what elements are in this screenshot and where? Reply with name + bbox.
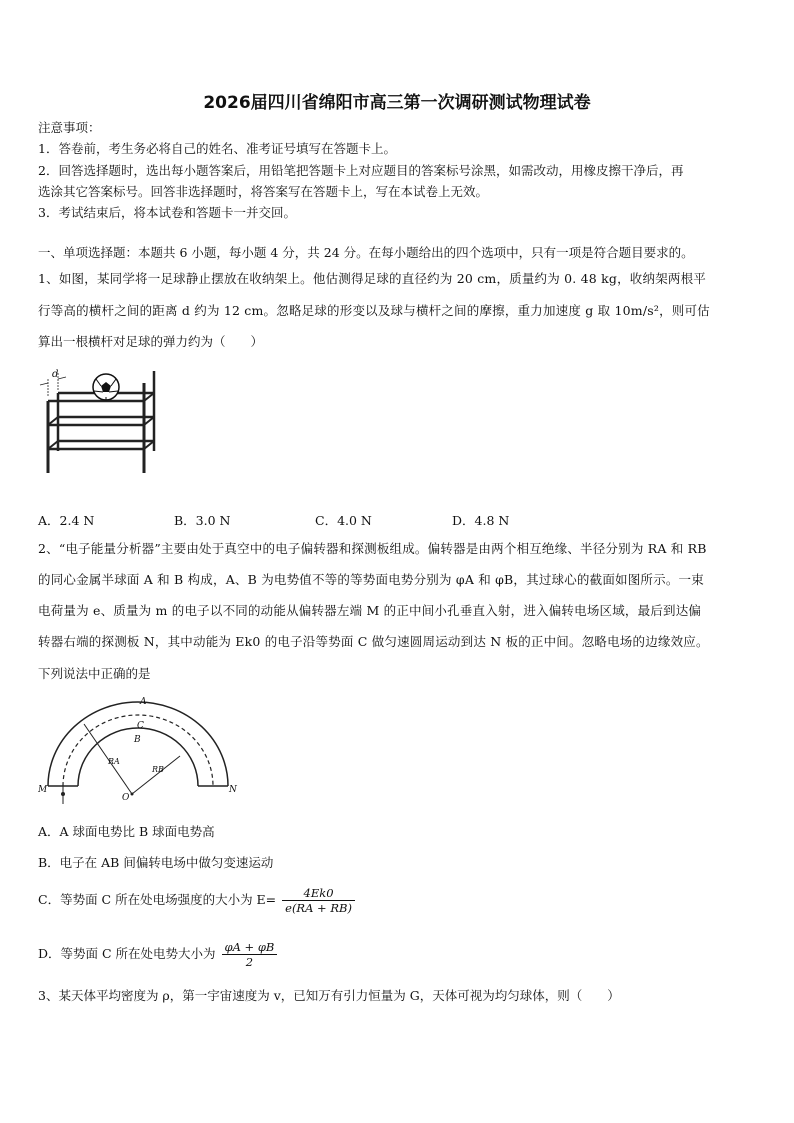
q2-option-c-numerator: 4Ek0 [282, 886, 355, 901]
q2-option-d-fraction [222, 940, 278, 969]
page-title: 2026届四川省绵阳市高三第一次调研测试物理试卷 [203, 93, 591, 113]
label-n: N [229, 785, 237, 795]
label-b: B [134, 735, 141, 745]
notice-item-1: 1．答卷前，考生务必将自己的姓名、准考证号填写在答题卡上。 [38, 141, 396, 156]
notice-item-2-cont: 选涂其它答案标号。回答非选择题时，将答案写在答题卡上，写在本试卷上无效。 [38, 184, 489, 199]
q2-option-d [38, 940, 277, 969]
q2-option-c-fraction [282, 886, 355, 915]
label-a: A [140, 697, 147, 707]
label-m: M [38, 785, 48, 795]
label-ra: RA [108, 757, 120, 766]
q2-option-a: A．A 球面电势比 B 球面电势高 [38, 824, 215, 839]
q1-option-b: B．3.0 N [174, 513, 231, 528]
q1-option-a: A．2.4 N [38, 513, 95, 528]
notice-heading: 注意事项： [38, 120, 101, 135]
label-rb: RB [152, 765, 164, 774]
deflector-figure [38, 694, 238, 806]
q2-option-d-numerator: φA + φB [222, 940, 278, 955]
q2-option-c-text: C．等势面 C 所在处电场强度的大小为 E= [38, 892, 277, 907]
q2-line-1: 2、“电子能量分析器”主要由处于真空中的电子偏转器和探测板组成。偏转器是由两个相互绝缘、半径分别为 RA 和 RB [38, 541, 707, 556]
q2-option-c-denominator: e(RA + RB) [285, 901, 352, 915]
q2-option-b: B．电子在 AB 间偏转电场中做匀变速运动 [38, 855, 274, 870]
q2-option-d-text: D．等势面 C 所在处电势大小为 [38, 946, 216, 961]
d-label: d [52, 369, 59, 380]
section-heading: 一、单项选择题：本题共 6 小题，每小题 4 分，共 24 分。在每小题给出的四个选项中，只有一项是符合题目要求的。 [38, 245, 694, 260]
notice-item-2: 2．回答选择题时，选出每小题答案后，用铅笔把答题卡上对应题目的答案标号涂黑，如需改动，用橡皮擦干净后，再 [38, 163, 684, 178]
label-c: C [137, 721, 144, 731]
q2-option-d-denominator: 2 [245, 955, 254, 969]
q2-line-2: 的同心金属半球面 A 和 B 构成，A、B 为电势值不等的等势面电势分别为 φA 和 φB，其过球心的截面如图所示。一束 [38, 572, 704, 587]
label-o: O [122, 793, 130, 803]
q2-line-5: 下列说法中正确的是 [38, 666, 151, 681]
q2-option-c [38, 886, 355, 915]
shelf-figure [38, 367, 168, 477]
notice-item-3: 3．考试结束后，将本试卷和答题卡一并交回。 [38, 205, 296, 220]
q2-line-3: 电荷量为 e、质量为 m 的电子以不同的动能从偏转器左端 M 的正中间小孔垂直入射，进入偏转电场区域，最后到达偏 [38, 603, 702, 618]
q3-line-1: 3、某天体平均密度为 ρ，第一宇宙速度为 v，已知万有引力恒量为 G，天体可视为均匀球体，则（ ） [38, 988, 620, 1003]
q1-option-c: C．4.0 N [315, 513, 372, 528]
q1-line-1: 1、如图，某同学将一足球静止摆放在收纳架上。他估测得足球的直径约为 20 cm，质量约为 0. 48 kg，收纳架两根平 [38, 271, 706, 286]
q1-line-3: 算出一根横杆对足球的弹力约为（ ） [38, 334, 264, 349]
q2-line-4: 转器右端的探测板 N，其中动能为 Ek0 的电子沿等势面 C 做匀速圆周运动到达 N 板的正中间。忽略电场的边缘效应。 [38, 634, 709, 649]
q1-line-2: 行等高的横杆之间的距离 d 约为 12 cm。忽略足球的形变以及球与横杆之间的摩擦，重力加速度 g 取 10m/s²，则可估 [38, 303, 710, 318]
q1-option-d: D．4.8 N [452, 513, 510, 528]
